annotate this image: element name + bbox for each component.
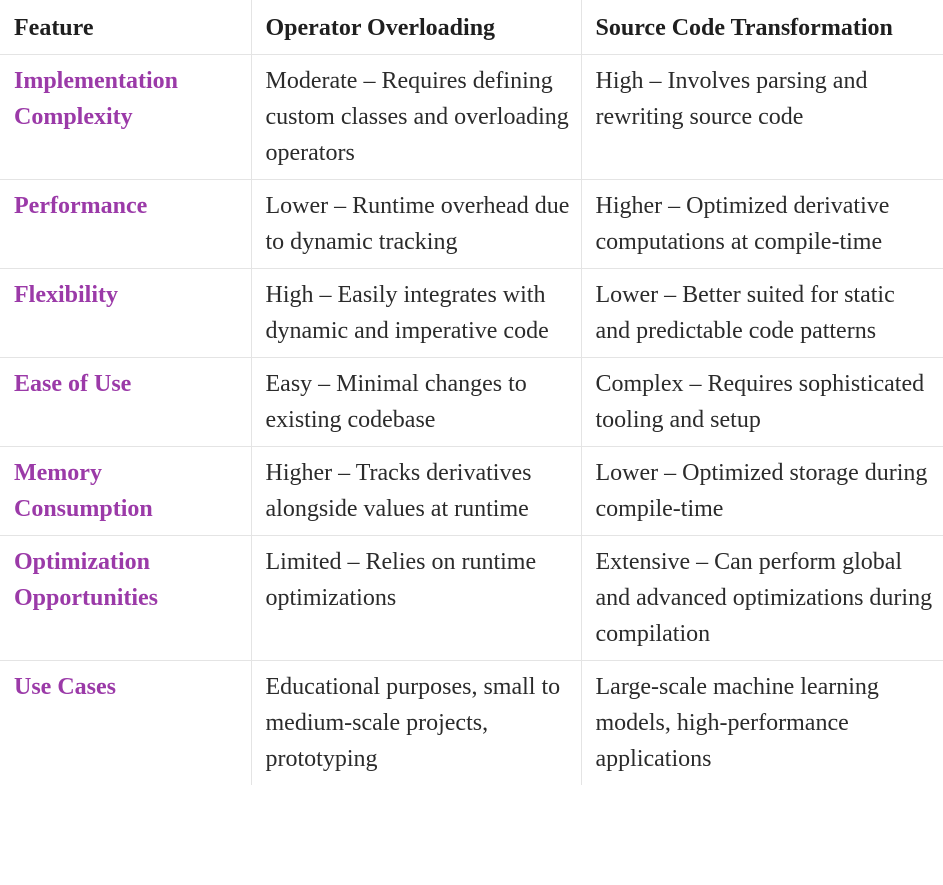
- header-source-code-transformation: Source Code Transformation: [581, 0, 943, 55]
- header-operator-overloading: Operator Overloading: [251, 0, 581, 55]
- feature-cell: Implementation Complexity: [0, 55, 251, 180]
- source-code-transformation-cell: Extensive – Can perform global and advanced optimizations during compilation: [581, 536, 943, 661]
- table-row: [0, 269, 943, 358]
- operator-overloading-cell: Lower – Runtime overhead due to dynamic tracking: [251, 180, 581, 269]
- table-header: [0, 0, 943, 55]
- table-row: [0, 447, 943, 536]
- source-code-transformation-cell: Complex – Requires sophisticated tooling and setup: [581, 358, 943, 447]
- operator-overloading-cell: Easy – Minimal changes to existing codebase: [251, 358, 581, 447]
- table-row: [0, 536, 943, 661]
- source-code-transformation-cell: Large-scale machine learning models, high-performance applications: [581, 661, 943, 786]
- operator-overloading-cell: Moderate – Requires defining custom classes and overloading operators: [251, 55, 581, 180]
- source-code-transformation-cell: Lower – Better suited for static and predictable code patterns: [581, 269, 943, 358]
- operator-overloading-cell: Educational purposes, small to medium-scale projects, prototyping: [251, 661, 581, 786]
- operator-overloading-cell: Limited – Relies on runtime optimizations: [251, 536, 581, 661]
- source-code-transformation-cell: High – Involves parsing and rewriting source code: [581, 55, 943, 180]
- table-row: [0, 180, 943, 269]
- source-code-transformation-cell: Higher – Optimized derivative computations at compile-time: [581, 180, 943, 269]
- feature-cell: Ease of Use: [0, 358, 251, 447]
- feature-cell: Memory Consumption: [0, 447, 251, 536]
- feature-cell: Performance: [0, 180, 251, 269]
- table-row: [0, 55, 943, 180]
- feature-cell: Use Cases: [0, 661, 251, 786]
- feature-cell: Flexibility: [0, 269, 251, 358]
- table-body: [0, 55, 943, 786]
- operator-overloading-cell: High – Easily integrates with dynamic and imperative code: [251, 269, 581, 358]
- operator-overloading-cell: Higher – Tracks derivatives alongside values at runtime: [251, 447, 581, 536]
- header-row: [0, 0, 943, 55]
- table-row: [0, 358, 943, 447]
- header-feature: Feature: [0, 0, 251, 55]
- source-code-transformation-cell: Lower – Optimized storage during compile-time: [581, 447, 943, 536]
- table-row: [0, 661, 943, 786]
- feature-cell: Optimization Opportunities: [0, 536, 251, 661]
